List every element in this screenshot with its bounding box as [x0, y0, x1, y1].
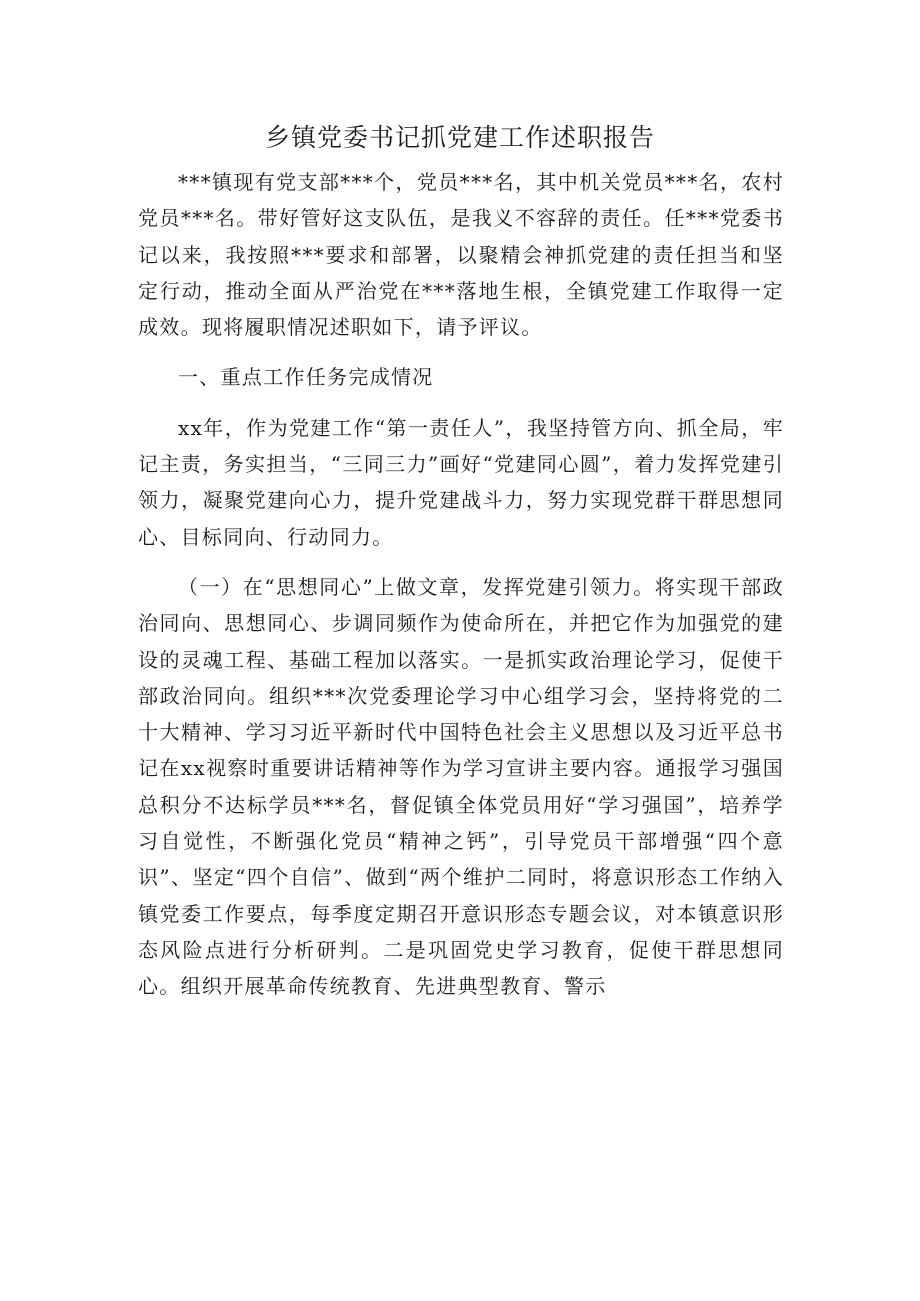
document-body [138, 164, 784, 1005]
summary-paragraph: xx年，作为党建工作“第一责任人”，我坚持管方向、抓全局，牢记主责，务实担当，“三同三力”画好“党建同心圆”，着力发挥党建引领力，凝聚党建向心力，提升党建战斗力，努力实现党群干群思想同心、目标同向、行动同力。 [138, 415, 784, 549]
intro-paragraph: ***镇现有党支部***个，党员***名，其中机关党员***名，农村党员***名。带好管好这支队伍，是我义不容辞的责任。任***党委书记以来，我按照***要求和部署，以聚精会神抓党建的责任担当和坚定行动，推动全面从严治党在***落地生根，全镇党建工作取得一定成效。现将履职情况述职如下，请予评议。 [138, 170, 784, 340]
subsection-paragraph: （一）在“思想同心”上做文章，发挥党建引领力。将实现干部政治同向、思想同心、步调同频作为使命所在，并把它作为加强党的建设的灵魂工程、基础工程加以落实。一是抓实政治理论学习，促使干部政治同向。组织***次党委理论学习中心组学习会，坚持将党的二十大精神、学习习近平新时代中国特色社会主义思想以及习近平总书记在xx视察时重要讲话精神等作为学习宣讲主要内容。通报学习强国总积分不达标学员***名，督促镇全体党员用好“学习强国”，培养学习自觉性，不断强化党员“精神之钙”，引导党员干部增强“四个意识”、坚定“四个自信”、做到“两个维护二同时，将意识形态工作纳入镇党委工作要点，每季度定期召开意识形态专题会议，对本镇意识形态风险点进行分析研判。二是巩固党史学习教育，促使干群思想同心。组织开展革命传统教育、先进典型教育、警示 [138, 574, 784, 999]
document-title: 乡镇党委书记抓党建工作述职报告 [264, 123, 655, 152]
section-heading: 一、重点工作任务完成情况 [178, 365, 434, 390]
